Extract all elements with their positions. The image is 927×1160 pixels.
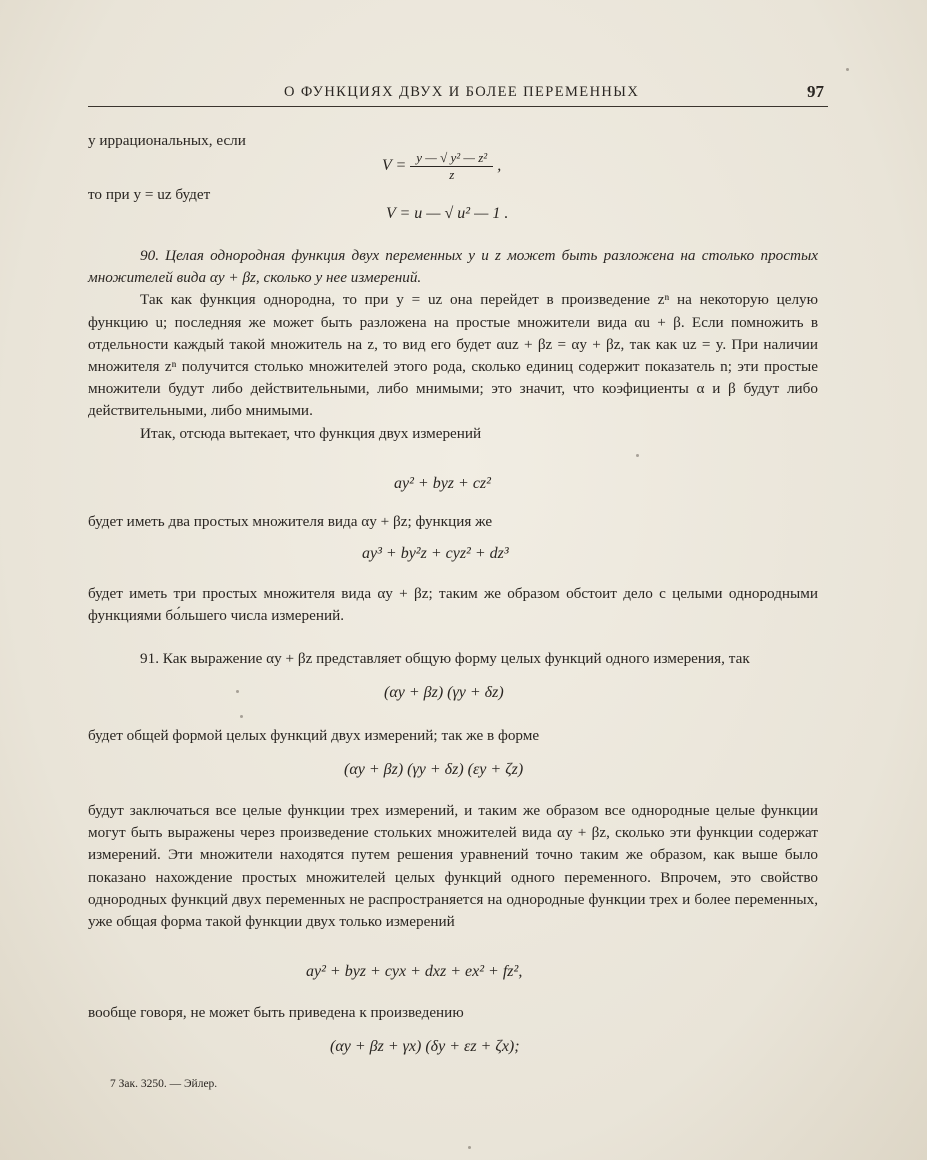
page-number: 97 (807, 82, 824, 101)
theorem-90: 90. Целая однородная функция двух переменных y и z может быть разложена на столько простых множителей вида αy + βz, сколько у нее измерений. (88, 247, 818, 287)
section-90 (88, 245, 818, 445)
section-90-paragraph-3-text: будет иметь два простых множителя вида αy + βz; функция же (88, 513, 493, 530)
paper-speck (468, 1146, 471, 1149)
section-90-paragraph-4-text: будет иметь три простых множителя вида αy + βz; таким же образом обстоит дело с целыми однородными функциями бо́льшего числа измерений. (88, 585, 818, 625)
section-91-paragraph-4-text: вообще говоря, не может быть приведена к произведению (88, 1004, 464, 1021)
paper-speck (236, 690, 239, 693)
paper-speck (240, 715, 243, 718)
section-90-paragraph-1: Так как функция однородна, то при y = uz она перейдет в произведение zⁿ на некоторую целую функцию u; последняя же может быть разложена на простые множители вида αu + β. Если помножить в отдельности каждый такой множитель на z, то вид его будет αuz + βz = αy + βz, так как uz = y. При наличии множителя zⁿ получится столько множителей этого рода, сколько единиц содержит показатель n; эти простые множители будут либо действительными, либо мнимыми; это значит, что коэфициенты α и β будут либо действительными, либо мнимыми. (88, 291, 818, 420)
footnote: 7 Зак. 3250. — Эйлер. (110, 1078, 218, 1090)
section-91-paragraph-2-text: будет общей формой целых функций двух измерений; так же в форме (88, 727, 540, 744)
section-91-paragraph-1: 91. Как выражение αy + βz представляет общую форму целых функций одного измерения, так (140, 650, 750, 667)
paper-speck (636, 454, 639, 457)
section-91-paragraph-3 (88, 800, 818, 933)
running-header (88, 82, 828, 107)
section-91-paragraph-3-text: будут заключаться все целые функции трех измерений, и таким же образом все однородные целые функции могут быть выражены через произведение стольких множителей вида αy + βz, сколько эти функции содержат измерений. Эти множители находятся путем решения уравнений точно таким же образом, как выше было показано нахождение простых множителей целых функций одного переменного. Впрочем, это свойство однородных функций двух переменных не распространяется на однородные функции трех и более переменных, уже общая форма такой функции двух только измерений (88, 802, 818, 931)
equation-1-end: , (497, 157, 502, 175)
section-91-paragraph-2 (88, 725, 818, 747)
equation-4: ay³ + by²z + cyz² + dz³ (362, 545, 509, 562)
paper-speck (846, 68, 849, 71)
section-90-paragraph-3 (88, 511, 818, 533)
equation-3: ay² + byz + cz² (394, 475, 491, 492)
section-90-paragraph-4 (88, 583, 818, 627)
intro-line-2: то при y = uz будет (88, 186, 211, 203)
equation-7: ay² + byz + cyx + dxz + ex² + fz², (306, 963, 523, 980)
equation-2: V = u — √ u² — 1 . (386, 205, 509, 222)
section-90-paragraph-2: Итак, отсюда вытекает, что функция двух измерений (140, 424, 482, 442)
header-title: О ФУНКЦИЯХ ДВУХ И БОЛЕЕ ПЕРЕМЕННЫХ (284, 84, 640, 100)
equation-8: (αy + βz + γx) (δy + εz + ζx); (330, 1038, 520, 1055)
equation-1-numerator: y — √ y² — z² (410, 150, 493, 167)
equation-1 (382, 150, 501, 183)
equation-1-lhs: V = (382, 157, 407, 175)
section-91 (88, 648, 818, 670)
equation-1-denominator: z (449, 167, 455, 182)
intro-line-1: у иррациональных, если (88, 132, 246, 149)
equation-6: (αy + βz) (γy + δz) (εy + ζz) (344, 761, 524, 778)
equation-1-fraction (410, 150, 493, 183)
section-91-paragraph-4 (88, 1002, 818, 1024)
equation-5: (αy + βz) (γy + δz) (384, 684, 504, 701)
